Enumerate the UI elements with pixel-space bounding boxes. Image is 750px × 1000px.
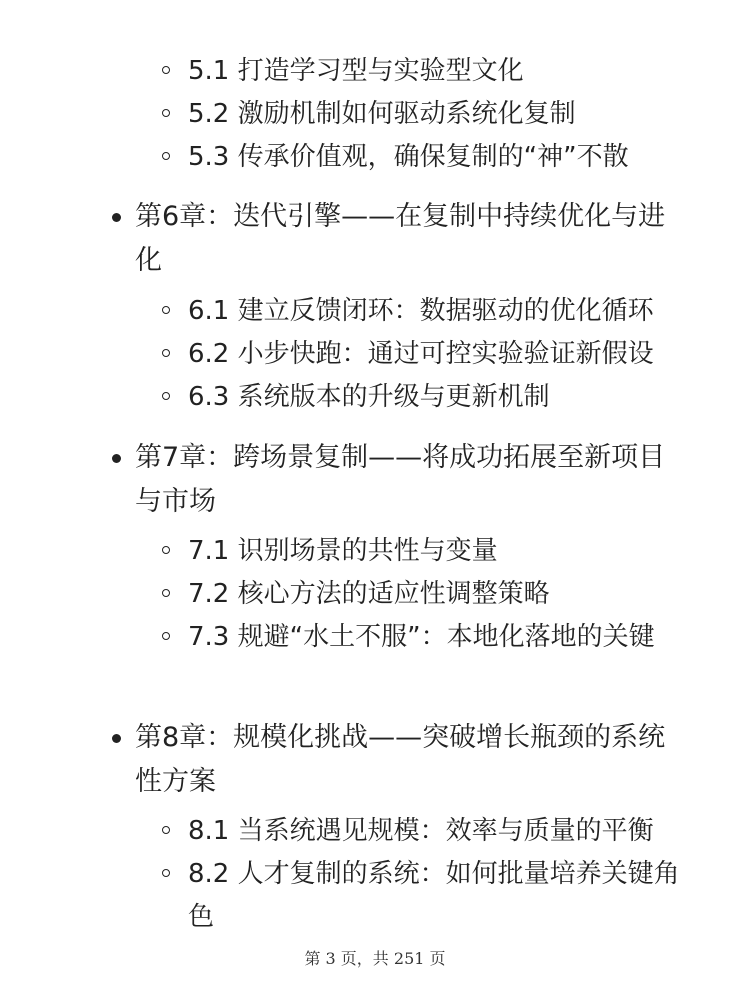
circle-bullet-icon — [162, 306, 170, 314]
section-number: 5.3 — [188, 142, 230, 172]
chapter-5-continuation — [0, 50, 750, 179]
section-title: 传承价值观，确保复制的“神”不散 — [237, 142, 629, 172]
section-item — [135, 616, 690, 659]
section-title: 核心方法的适应性调整策略 — [237, 579, 550, 609]
section-item — [135, 573, 690, 616]
section-item — [135, 810, 690, 853]
disc-bullet-icon — [112, 213, 121, 222]
circle-bullet-icon — [162, 589, 170, 597]
section-label — [188, 136, 690, 179]
section-label — [188, 290, 690, 333]
section-list — [135, 290, 690, 419]
section-label — [188, 530, 690, 573]
section-item — [135, 333, 690, 376]
disc-bullet-icon — [112, 734, 121, 743]
chapter-title-text: 第7章：跨场景复制——将成功拓展至新项目与市场 — [135, 442, 666, 517]
section-item — [135, 376, 690, 419]
section-title: 建立反馈闭环：数据驱动的优化循环 — [237, 296, 654, 326]
section-label — [188, 93, 690, 136]
circle-bullet-icon — [162, 869, 170, 877]
page-footer — [0, 946, 750, 969]
section-item — [135, 530, 690, 573]
section-number: 8.2 — [188, 859, 230, 889]
chapter-6-sections — [0, 290, 750, 419]
section-label — [188, 853, 690, 939]
circle-bullet-icon — [162, 632, 170, 640]
section-title: 规避“水土不服”：本地化落地的关键 — [237, 622, 655, 652]
section-number: 6.1 — [188, 296, 230, 326]
circle-bullet-icon — [162, 392, 170, 400]
chapter-title — [135, 716, 690, 804]
section-number: 7.2 — [188, 579, 230, 609]
section-label — [188, 616, 690, 659]
circle-bullet-icon — [162, 66, 170, 74]
section-title: 人才复制的系统：如何批量培养关键角色 — [188, 859, 680, 932]
section-number: 5.1 — [188, 56, 230, 86]
section-title: 当系统遇见规模：效率与质量的平衡 — [237, 816, 654, 846]
section-item — [135, 50, 690, 93]
section-number: 5.2 — [188, 99, 230, 129]
section-title: 打造学习型与实验型文化 — [237, 56, 524, 86]
chapter-title-text: 第6章：迭代引擎——在复制中持续优化与进化 — [135, 201, 666, 276]
section-label — [188, 573, 690, 616]
chapter-7-sections — [0, 530, 750, 659]
chapter-title — [135, 436, 690, 524]
section-list — [135, 810, 690, 939]
chapter-8 — [0, 716, 750, 804]
section-title: 小步快跑：通过可控实验验证新假设 — [237, 339, 654, 369]
section-label — [188, 333, 690, 376]
section-title: 系统版本的升级与更新机制 — [237, 382, 550, 412]
section-list — [135, 530, 690, 659]
section-label — [188, 376, 690, 419]
chapter-title — [135, 195, 690, 283]
disc-bullet-icon — [112, 454, 121, 463]
section-item — [135, 290, 690, 333]
section-label — [188, 810, 690, 853]
section-label — [188, 50, 690, 93]
chapter-7 — [0, 436, 750, 524]
section-number: 7.1 — [188, 536, 230, 566]
page-number-label: 第 3 页，共 251 页 — [304, 949, 446, 968]
chapter-8-sections — [0, 810, 750, 939]
section-title: 识别场景的共性与变量 — [237, 536, 498, 566]
section-item — [135, 853, 690, 939]
circle-bullet-icon — [162, 546, 170, 554]
section-list — [135, 50, 690, 179]
section-number: 8.1 — [188, 816, 230, 846]
chapter-6 — [0, 195, 750, 283]
circle-bullet-icon — [162, 826, 170, 834]
section-item — [135, 136, 690, 179]
section-number: 6.2 — [188, 339, 230, 369]
section-item — [135, 93, 690, 136]
section-number: 7.3 — [188, 622, 230, 652]
circle-bullet-icon — [162, 349, 170, 357]
section-title: 激励机制如何驱动系统化复制 — [237, 99, 576, 129]
section-number: 6.3 — [188, 382, 230, 412]
chapter-title-text: 第8章：规模化挑战——突破增长瓶颈的系统性方案 — [135, 722, 666, 797]
circle-bullet-icon — [162, 109, 170, 117]
circle-bullet-icon — [162, 152, 170, 160]
